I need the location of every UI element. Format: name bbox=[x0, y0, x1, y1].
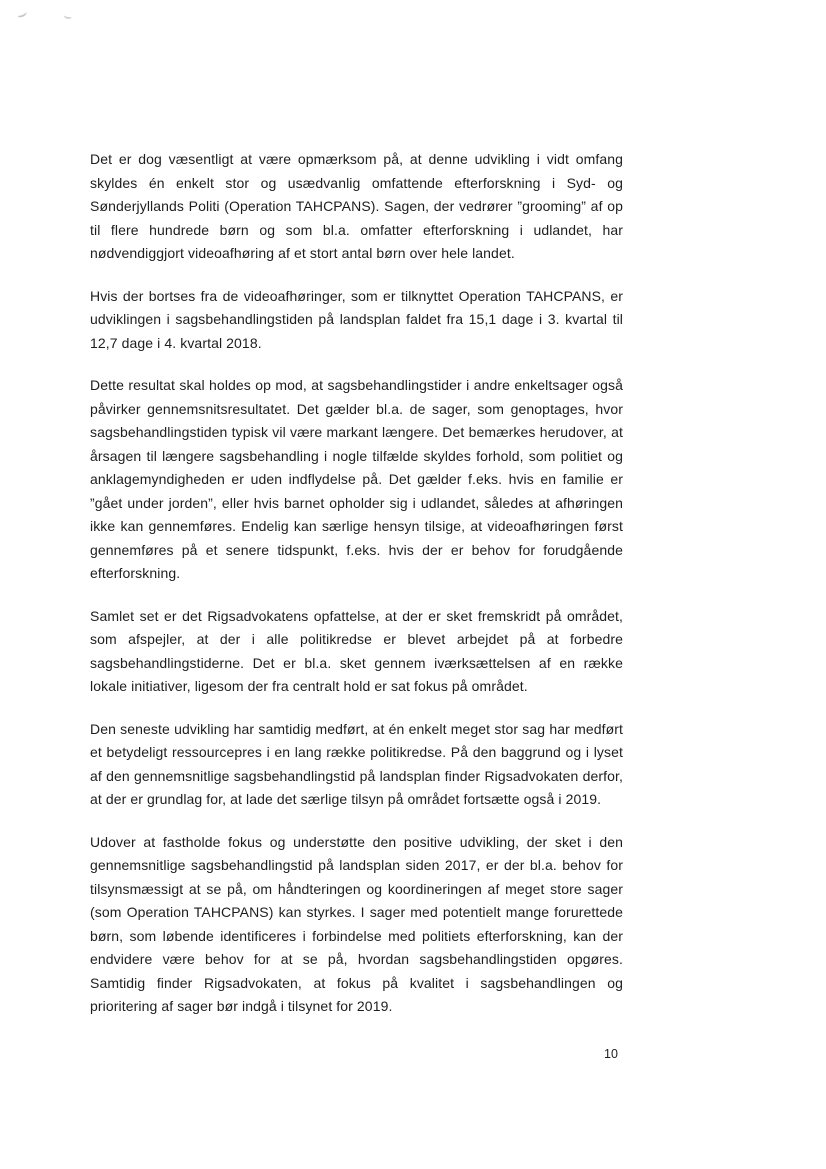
page-number: 10 bbox=[604, 1047, 618, 1061]
paragraph-rigsadvokatens-opfattelse: Samlet set er det Rigsadvokatens opfattelse, at der er sket fremskridt på området, som afspejler, at der i alle politikredse er blevet arbejdet på at forbedre sagsbehandlingstiderne. Det er bl.a. sket gennem iværksættelsen af en række lokale initiativer, ligesom der fra centralt hold er sat fokus på området. bbox=[90, 607, 623, 694]
scan-artifact-speck bbox=[63, 12, 72, 20]
scan-artifact-speck bbox=[16, 9, 28, 19]
paragraph-enkeltsager: Dette resultat skal holdes op mod, at sagsbehandlingstider i andre enkeltsager også påvirker gennemsnitsresultatet. Det gælder bl.a. de sager, som genoptages, hvor sagsbehandlingstiden typisk vil være markant længere. Det bemærkes herudover, at årsagen til længere sagsbehandling i nogle tilfælde skyldes forhold, som politiet og anklagemyndigheden er uden indflydelse på. Det gælder f.eks. hvis en familie er ”gået under jorden”, eller hvis barnet opholder sig i udlandet, således at afhøringen ikke kan gennemføres. Endelig kan særlige hensyn tilsige, at videoafhøringen først gennemføres på et senere tidspunkt, f.eks. hvis der er behov for forudgående efterforskning. bbox=[90, 377, 623, 581]
paragraph-tahcpans-intro: Det er dog væsentligt at være opmærksom på, at denne udvikling i vidt omfang skyldes én enkelt stor og usædvanlig omfattende efterforskning i Syd- og Sønderjyllands Politi (Operation TAHCPANS). Sagen, der vedrører ”grooming” af op til flere hundrede børn og som bl.a. omfatter efterforskning i udlandet, har nødvendiggjort videoafhøring af et stort antal børn over hele landet. bbox=[90, 151, 623, 261]
body-text bbox=[90, 148, 623, 1019]
paragraph-tilsyn-2019: Udover at fastholde fokus og understøtte den positive udvikling, der sket i den gennemsnitlige sagsbehandlingstid på landsplan siden 2017, er der bl.a. behov for tilsynsmæssigt at se på, om håndteringen og koordineringen af meget store sager (som Operation TAHCPANS) kan styrkes. I sager med potentielt mange forurettede børn, som løbende identificeres i forbindelse med politiets efterforskning, kan der endvidere være behov for at se på, hvordan sagsbehandlingstiden opgøres. Samtidig finder Rigsadvokaten, at fokus på kvalitet i sagsbehandlingen og prioritering af sager bør indgå i tilsynet for 2019. bbox=[90, 833, 623, 1014]
paragraph-seneste-udvikling: Den seneste udvikling har samtidig medført, at én enkelt meget stor sag har medført et betydeligt ressourcepres i en lang række politikredse. På den baggrund og i lyset af den gennemsnitlige sagsbehandlingstid på landsplan finder Rigsadvokaten derfor, at der er grundlag for, at lade det særlige tilsyn på området fortsætte også i 2019. bbox=[90, 720, 623, 807]
paragraph-udvikling-landsplan: Hvis der bortses fra de videoafhøringer, som er tilknyttet Operation TAHCPANS, er udviklingen i sagsbehandlingstiden på landsplan faldet fra 15,1 dage i 3. kvartal til 12,7 dage i 4. kvartal 2018. bbox=[90, 287, 623, 351]
